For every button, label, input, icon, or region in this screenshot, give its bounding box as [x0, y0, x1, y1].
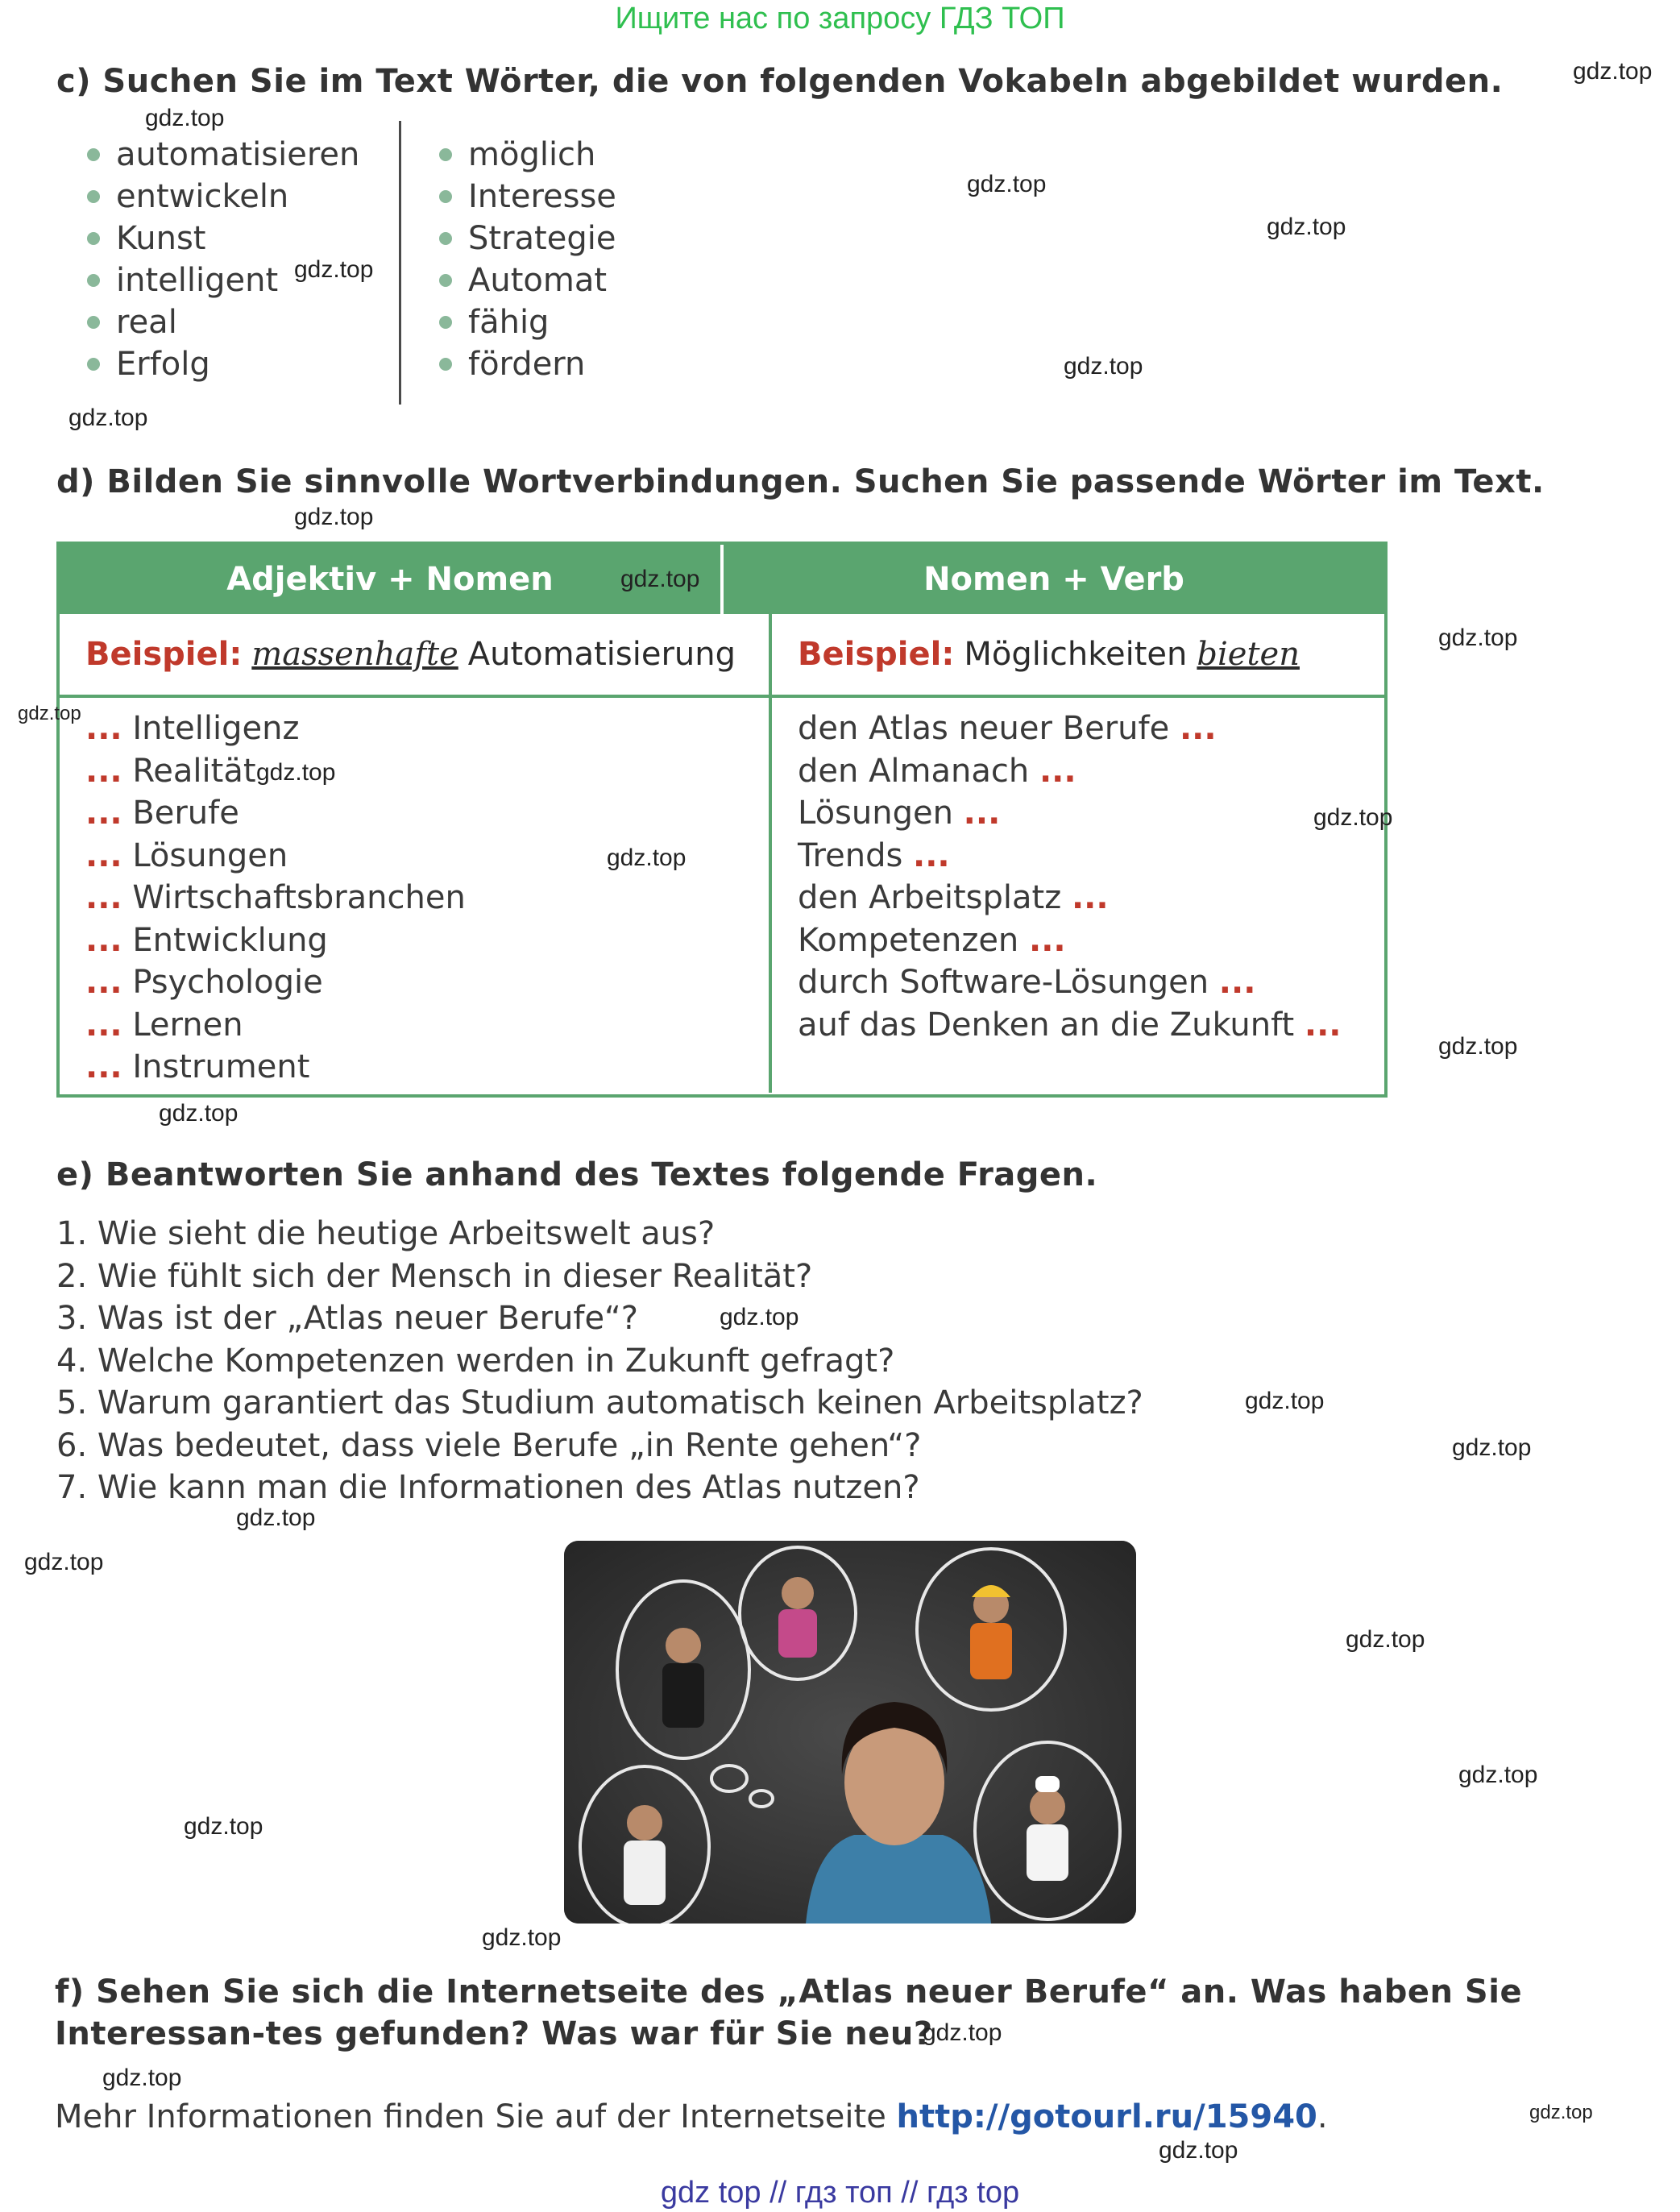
list-item: 7. Wie kann man die Informationen des Atlas nutzen?	[56, 1469, 920, 1506]
bullet-icon	[87, 232, 100, 245]
list-item: real	[87, 301, 359, 343]
watermark: gdz.top	[102, 2065, 182, 2091]
list-item: Erfolg	[87, 343, 359, 385]
watermark: gdz.top	[24, 1549, 104, 1575]
watermark: gdz.top	[1245, 1388, 1325, 1414]
list-item: intelligent	[87, 259, 359, 301]
table-row: den Arbeitsplatz ...	[798, 879, 1109, 916]
table-row: Trends ...	[798, 836, 950, 874]
atlas-link[interactable]: http://gotourl.ru/15940	[896, 2098, 1317, 2135]
watermark: gdz.top	[1267, 214, 1346, 240]
handwritten-answer: bieten	[1197, 636, 1300, 673]
watermark: gdz.top	[1529, 2102, 1593, 2123]
table-example-row	[60, 614, 1384, 698]
watermark: gdz.top	[1452, 1434, 1532, 1461]
list-item: 1. Wie sieht die heutige Arbeitswelt aus?	[56, 1215, 716, 1252]
column-divider	[399, 121, 401, 405]
header-adjektiv-nomen: Adjektiv + Nomen	[226, 561, 554, 598]
watermark: gdz.top	[1159, 2137, 1238, 2164]
example-left	[60, 614, 769, 695]
list-item: Interesse	[439, 176, 616, 218]
word-combination-table	[56, 542, 1388, 1098]
bullet-icon	[87, 190, 100, 203]
watermark: gdz.top	[1573, 58, 1653, 85]
watermark: gdz.top	[1438, 625, 1518, 651]
table-row: den Atlas neuer Berufe ...	[798, 710, 1217, 747]
list-item: fördern	[439, 343, 616, 385]
section-d-heading: d) Bilden Sie sinnvolle Wortverbindungen. Suchen Sie passende Wörter im Text.	[56, 463, 1545, 500]
bullet-icon	[87, 148, 100, 161]
questions-list	[56, 1213, 1143, 1509]
list-item: entwickeln	[87, 176, 359, 218]
bullet-icon	[87, 316, 100, 329]
bullet-icon	[439, 232, 452, 245]
bullet-icon	[439, 316, 452, 329]
list-item: 2. Wie fühlt sich der Mensch in dieser Realität?	[56, 1257, 813, 1295]
watermark: gdz.top	[1313, 804, 1393, 831]
bullet-icon	[439, 358, 452, 371]
table-row: ... Realität	[85, 752, 256, 790]
table-row: Kompetenzen ...	[798, 921, 1066, 959]
table-row: ... Berufe	[85, 795, 239, 832]
watermark: gdz.top	[1346, 1626, 1425, 1653]
table-row: Lösungen ...	[798, 795, 1001, 832]
table-body	[60, 698, 1384, 1093]
watermark: gdz.top	[720, 1304, 799, 1330]
header-nomen-verb: Nomen + Verb	[923, 561, 1184, 598]
section-e-heading: e) Beantworten Sie anhand des Textes folgende Fragen.	[56, 1156, 1098, 1193]
bullet-icon	[87, 358, 100, 371]
table-row: ... Lösungen	[85, 836, 288, 874]
watermark: gdz.top	[294, 504, 374, 530]
table-row: ... Entwicklung	[85, 921, 328, 959]
example-label: Beispiel:	[798, 636, 955, 673]
bottom-banner: gdz top // гдз топ // гдз top	[660, 2176, 1020, 2210]
table-row: durch Software-Lösungen ...	[798, 964, 1256, 1001]
example-right	[772, 614, 1384, 695]
watermark: gdz.top	[68, 405, 148, 431]
watermark: gdz.top	[1458, 1762, 1538, 1788]
watermark: gdz.top	[159, 1100, 239, 1127]
example-noun: Möglichkeiten	[964, 636, 1188, 673]
adjektiv-nomen-column	[60, 698, 769, 1093]
table-row: ... Lernen	[85, 1006, 243, 1044]
watermark: gdz.top	[482, 1924, 562, 1951]
table-row: auf das Denken an die Zukunft ...	[798, 1006, 1342, 1044]
bullet-icon	[87, 274, 100, 287]
section-c-heading: c) Suchen Sie im Text Wörter, die von folgenden Vokabeln abgebildet wurden.	[56, 63, 1504, 100]
watermark: gdz.top	[294, 256, 374, 283]
bullet-icon	[439, 148, 452, 161]
example-noun: Automatisierung	[467, 636, 736, 673]
table-row: ... Psychologie	[85, 964, 323, 1001]
list-item: Strategie	[439, 218, 616, 259]
info-line: Mehr Informationen finden Sie auf der Internetseite http://gotourl.ru/15940.	[55, 2098, 1328, 2135]
table-header	[60, 545, 1384, 614]
list-item: Automat	[439, 259, 616, 301]
section-f-heading: f) Sehen Sie sich die Internetseite des „Atlas neuer Berufe“ an. Was haben Sie Interessan-tes gefunden? Was war für Sie neu?	[55, 1973, 1523, 2052]
table-row: den Almanach ...	[798, 752, 1076, 790]
list-item: 3. Was ist der „Atlas neuer Berufe“?	[56, 1300, 639, 1337]
table-row: ... Wirtschaftsbranchen	[85, 879, 466, 916]
watermark: gdz.top	[923, 2019, 1002, 2046]
watermark: gdz.top	[145, 105, 225, 131]
example-label: Beispiel:	[85, 636, 243, 673]
watermark: gdz.top	[620, 566, 700, 592]
watermark: gdz.top	[256, 759, 336, 786]
table-row: ... Instrument	[85, 1048, 310, 1085]
watermark: gdz.top	[1438, 1033, 1518, 1060]
watermark: gdz.top	[184, 1813, 263, 1840]
handwritten-answer: massenhafte	[251, 636, 458, 673]
bullet-icon	[439, 190, 452, 203]
table-row: ... Intelligenz	[85, 710, 300, 747]
list-item: 4. Welche Kompetenzen werden in Zukunft gefragt?	[56, 1342, 895, 1380]
vocab-list-right	[439, 134, 616, 385]
list-item: fähig	[439, 301, 616, 343]
list-item: automatisieren	[87, 134, 359, 176]
bullet-icon	[439, 274, 452, 287]
list-item: Kunst	[87, 218, 359, 259]
list-item: möglich	[439, 134, 616, 176]
careers-illustration	[564, 1541, 1136, 1924]
info-text: Mehr Informationen finden Sie auf der Internetseite	[55, 2098, 886, 2135]
watermark: gdz.top	[1064, 353, 1143, 380]
nomen-verb-column	[772, 698, 1384, 1093]
watermark: gdz.top	[607, 845, 687, 871]
top-banner: Ищите нас по запросу ГДЗ ТОП	[615, 2, 1065, 35]
watermark: gdz.top	[236, 1504, 316, 1531]
list-item: 5. Warum garantiert das Studium automatisch keinen Arbeitsplatz?	[56, 1384, 1143, 1421]
watermark: gdz.top	[967, 171, 1047, 197]
careers-photo	[564, 1541, 1136, 1924]
watermark: gdz.top	[18, 703, 81, 724]
list-item: 6. Was bedeutet, dass viele Berufe „in Rente gehen“?	[56, 1426, 922, 1464]
